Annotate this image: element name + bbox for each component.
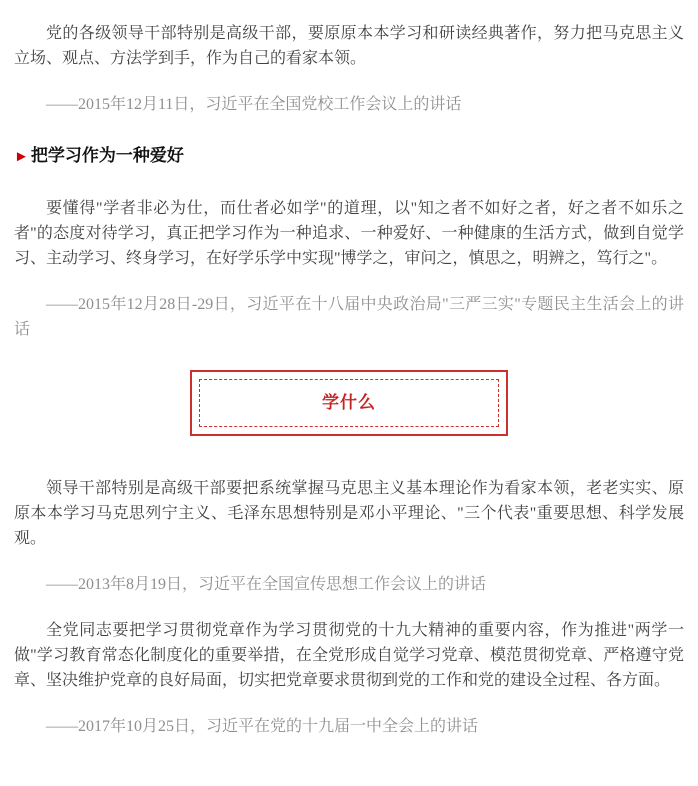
quote-attribution-2017-10-25: ——2017年10月25日，习近平在党的十九届一中全会上的讲话 bbox=[46, 718, 479, 735]
paragraph-learning-as-hobby: 要懂得"学者非必为仕，而仕者必如学"的道理，以"知之者不如好之者，好之者不如乐之者"的态度对待学习，真正把学习作为一种追求、一种爱好、一种健康的生活方式，做到自觉学习、主动学习、终身学习，在好学乐学中实现"博学之，审问之，慎思之，明辨之，笃行之"。 bbox=[14, 200, 684, 267]
banner-inner-border bbox=[199, 379, 499, 427]
paragraph-marxist-theory: 领导干部特别是高级干部要把系统掌握马克思主义基本理论作为看家本领，老老实实、原原本本学习马克思列宁主义、毛泽东思想特别是邓小平理论、"三个代表"重要思想、科学发展观。 bbox=[14, 480, 684, 547]
quote-attribution-2015-12-11: ——2015年12月11日，习近平在全国党校工作会议上的讲话 bbox=[46, 96, 462, 113]
banner-title: 学什么 bbox=[322, 393, 376, 412]
section-heading-text: 把学习作为一种爱好 bbox=[30, 146, 184, 165]
banner-box bbox=[190, 370, 508, 436]
article bbox=[0, 21, 698, 786]
paragraph-party-constitution: 全党同志要把学习贯彻党章作为学习贯彻党的十九大精神的重要内容，作为推进"两学一做"学习教育常态化制度化的重要举措，在全党形成自觉学习党章、模范贯彻党章、严格遵守党章、坚决维护党章的良好局面，切实把党章要求贯彻到党的工作和党的建设全过程、各方面。 bbox=[14, 622, 684, 689]
quote-attribution-2013-08-19: ——2013年8月19日，习近平在全国宣传思想工作会议上的讲话 bbox=[46, 576, 487, 593]
quote-attribution-2015-12-28: ——2015年12月28日-29日，习近平在十八届中央政治局"三严三实"专题民主生活会上的讲话 bbox=[14, 296, 684, 338]
paragraph-classic-works: 党的各级领导干部特别是高级干部，要原原本本学习和研读经典著作，努力把马克思主义立场、观点、方法学到手，作为自己的看家本领。 bbox=[14, 25, 684, 67]
triangle-right-icon: ► bbox=[14, 149, 29, 165]
section-heading bbox=[14, 143, 684, 170]
